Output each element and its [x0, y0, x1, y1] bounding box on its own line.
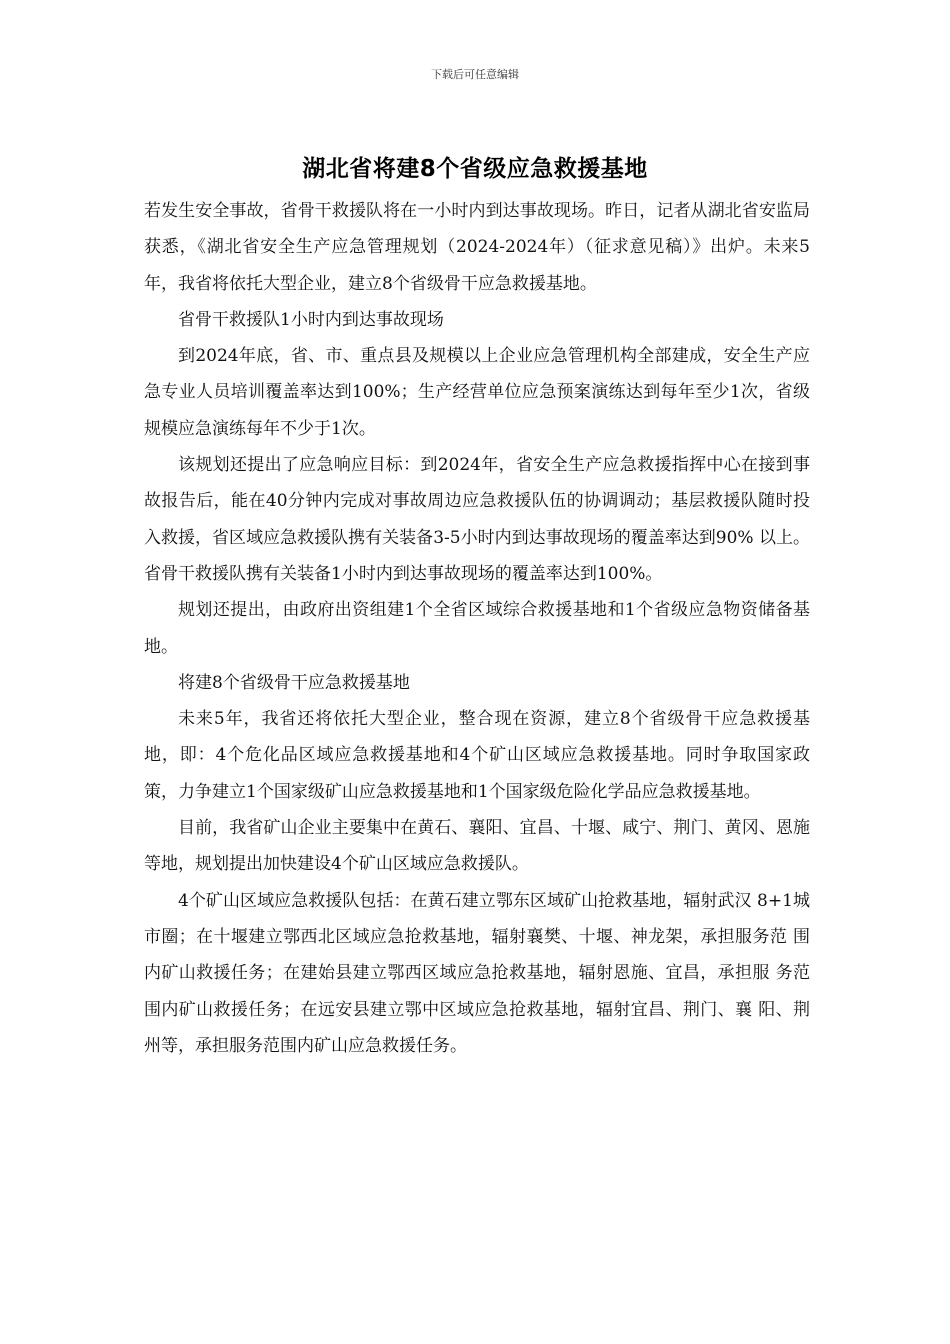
paragraph-2024-goals: 到2024年底，省、市、重点县及规模以上企业应急管理机构全部建成，安全生产应急专业人员培训覆盖率达到100%；生产经营单位应急预案演练达到每年至少1次，省级规模应急演练每年不少于1次。	[144, 346, 810, 439]
subheading-rescue-team: 省骨干救援队1小时内到达事故现场	[178, 309, 444, 330]
paragraph-mining-regions: 目前，我省矿山企业主要集中在黄石、襄阳、宜昌、十堰、咸宁、荆门、黄冈、恩施等地，规划提出加快建设4个矿山区域应急救援队。	[144, 818, 810, 875]
document-title: 湖北省将建8个省级应急救援基地	[302, 156, 648, 182]
paragraph-mining-teams: 4个矿山区域应急救援队包括：在黄石建立鄂东区域矿山抢救基地，辐射武汉 8+1城 市圈；在十堰建立鄂西北区域应急抢救基地，辐射襄樊、十堰、神龙架，承担服务范 围内矿山救援任务；在建始县建立鄂西区域应急抢救基地，辐射恩施、宜昌，承担服 务范围内矿山救援任务；在远安县建立鄂中区域应急抢救基地，辐射宜昌、荆门、襄 阳、荆州等，承担服务范围内矿山应急救援任务。	[144, 890, 810, 1056]
paragraph-five-year-plan: 未来5年，我省还将依托大型企业，整合现在资源，建立8个省级骨干应急救援基地，即：4个危化品区域应急救援基地和4个矿山区域应急救援基地。同时争取国家政策，力争建立1个国家级矿山应急救援基地和1个国家级危险化学品应急救援基地。	[144, 709, 810, 802]
paragraph-government-base: 规划还提出，由政府出资组建1个全省区域综合救援基地和1个省级应急物资储备基地。	[144, 600, 810, 657]
header-note: 下载后可任意编辑	[431, 68, 519, 81]
document-body	[144, 193, 810, 1064]
paragraph-response-targets: 该规划还提出了应急响应目标：到2024年，省安全生产应急救援指挥中心在接到事故报告后，能在40分钟内完成对事故周边应急救援队伍的协调调动；基层救援队随时投入救援，省区域应急救援队携有关装备3-5小时内到达事故现场的覆盖率达到90% 以上。省骨干救援队携有关装备1小时内到达事故现场的覆盖率达到100%。	[144, 455, 810, 584]
paragraph-intro: 若发生安全事故，省骨干救援队将在一小时内到达事故现场。昨日，记者从湖北省安监局获悉，《湖北省安全生产应急管理规划（2024-2024年）（征求意见稿）》出炉。未来5年，我省将依托大型企业，建立8个省级骨干应急救援基地。	[144, 201, 810, 294]
subheading-eight-bases: 将建8个省级骨干应急救援基地	[178, 672, 410, 693]
